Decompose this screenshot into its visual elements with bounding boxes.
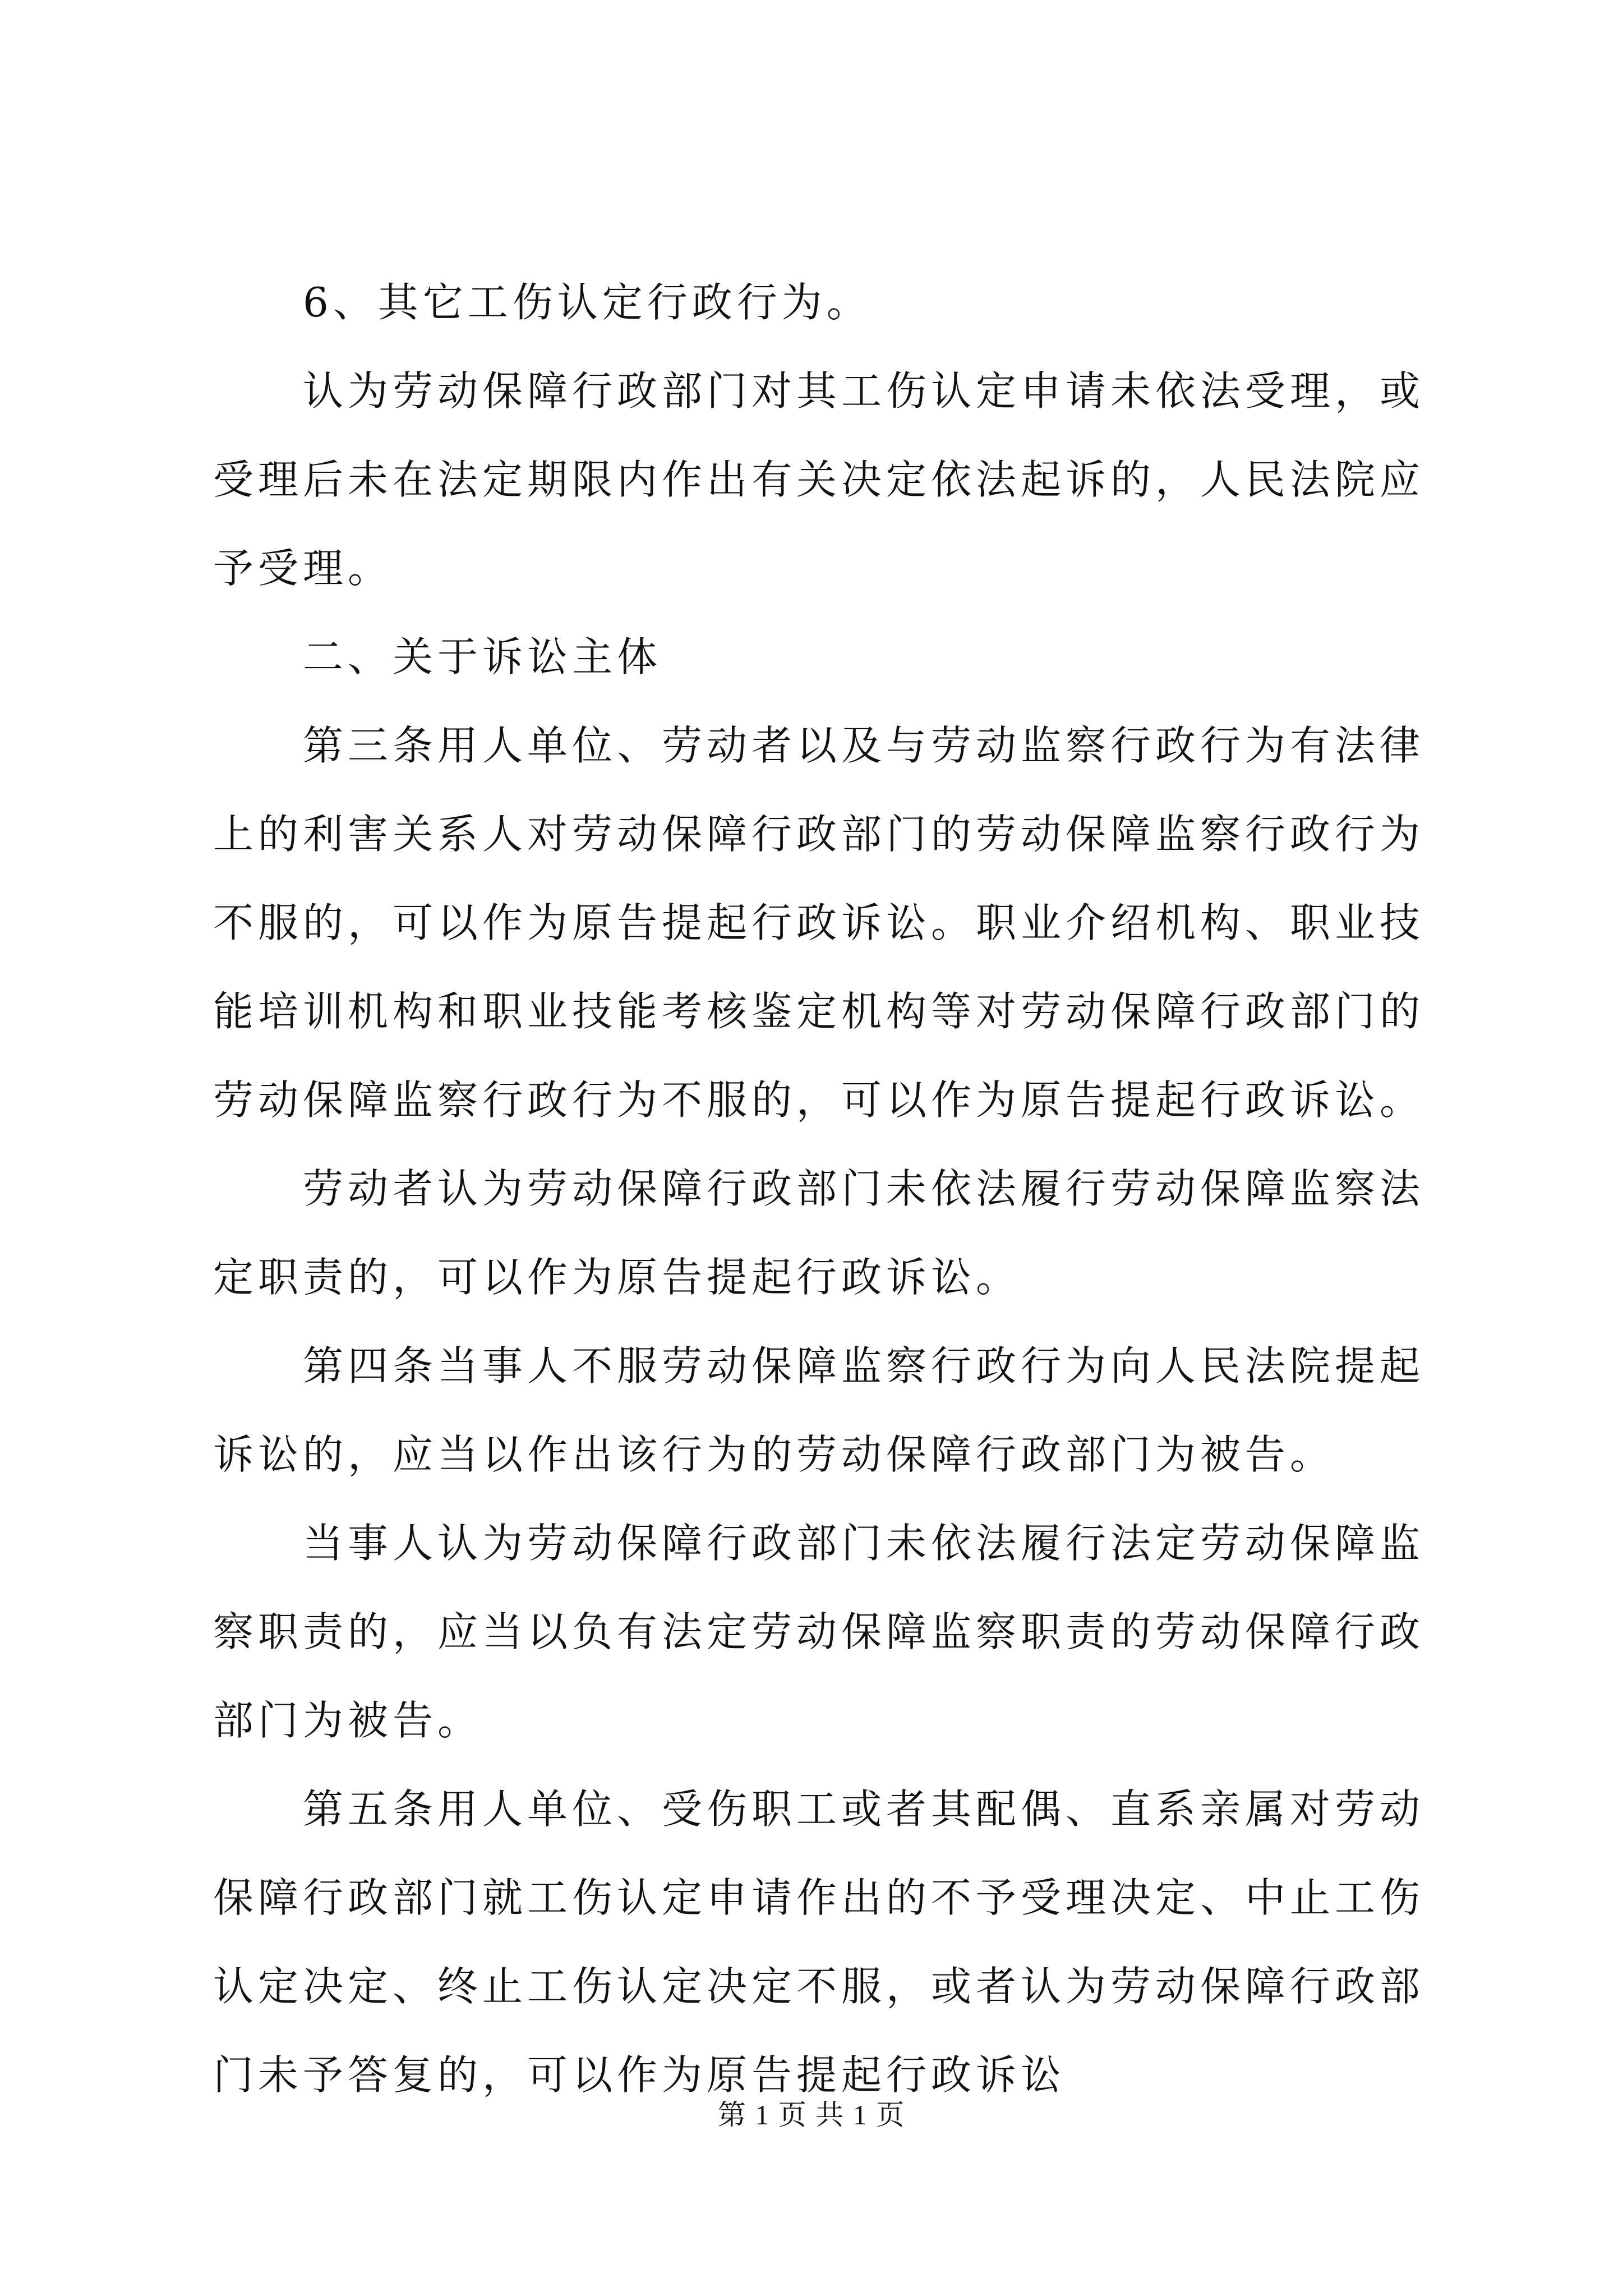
paragraph-article-4: 第四条当事人不服劳动保障监察行政行为向人民法院提起诉讼的，应当以作出该行为的劳动保障行政部门为被告。 — [213, 1342, 1425, 1478]
paragraph-acceptance: 认为劳动保障行政部门对其工伤认定申请未依法受理，或受理后未在法定期限内作出有关决定依法起诉的，人民法院应予受理。 — [213, 367, 1425, 592]
section-heading-litigation-subject: 二、关于诉讼主体 — [303, 633, 662, 680]
page-number-label: 第 1 页 共 1 页 — [717, 2099, 906, 2131]
paragraph-item-6: 6、其它工伤认定行政行为。 — [303, 279, 872, 326]
paragraph-article-3: 第三条用人单位、劳动者以及与劳动监察行政行为有法律上的利害关系人对劳动保障行政部门的劳动保障监察行政行为不服的，可以作为原告提起行政诉讼。职业介绍机构、职业技能培训机构和职业技能考核鉴定机构等对劳动保障行政部门的劳动保障监察行政行为不服的，可以作为原告提起行政诉讼。 — [213, 722, 1425, 1124]
paragraph-worker-plaintiff: 劳动者认为劳动保障行政部门未依法履行劳动保障监察法定职责的，可以作为原告提起行政诉讼。 — [213, 1165, 1425, 1301]
document-body — [213, 258, 1424, 2119]
page-footer — [0, 2095, 1623, 2134]
paragraph-article-5: 第五条用人单位、受伤职工或者其配偶、直系亲属对劳动保障行政部门就工伤认定申请作出的不予受理决定、中止工伤认定决定、终止工伤认定决定不服，或者认为劳动保障行政部门未予答复的，可以作为原告提起行政诉讼 — [213, 1786, 1425, 2099]
paragraph-defendant: 当事人认为劳动保障行政部门未依法履行法定劳动保障监察职责的，应当以负有法定劳动保障监察职责的劳动保障行政部门为被告。 — [213, 1520, 1425, 1744]
